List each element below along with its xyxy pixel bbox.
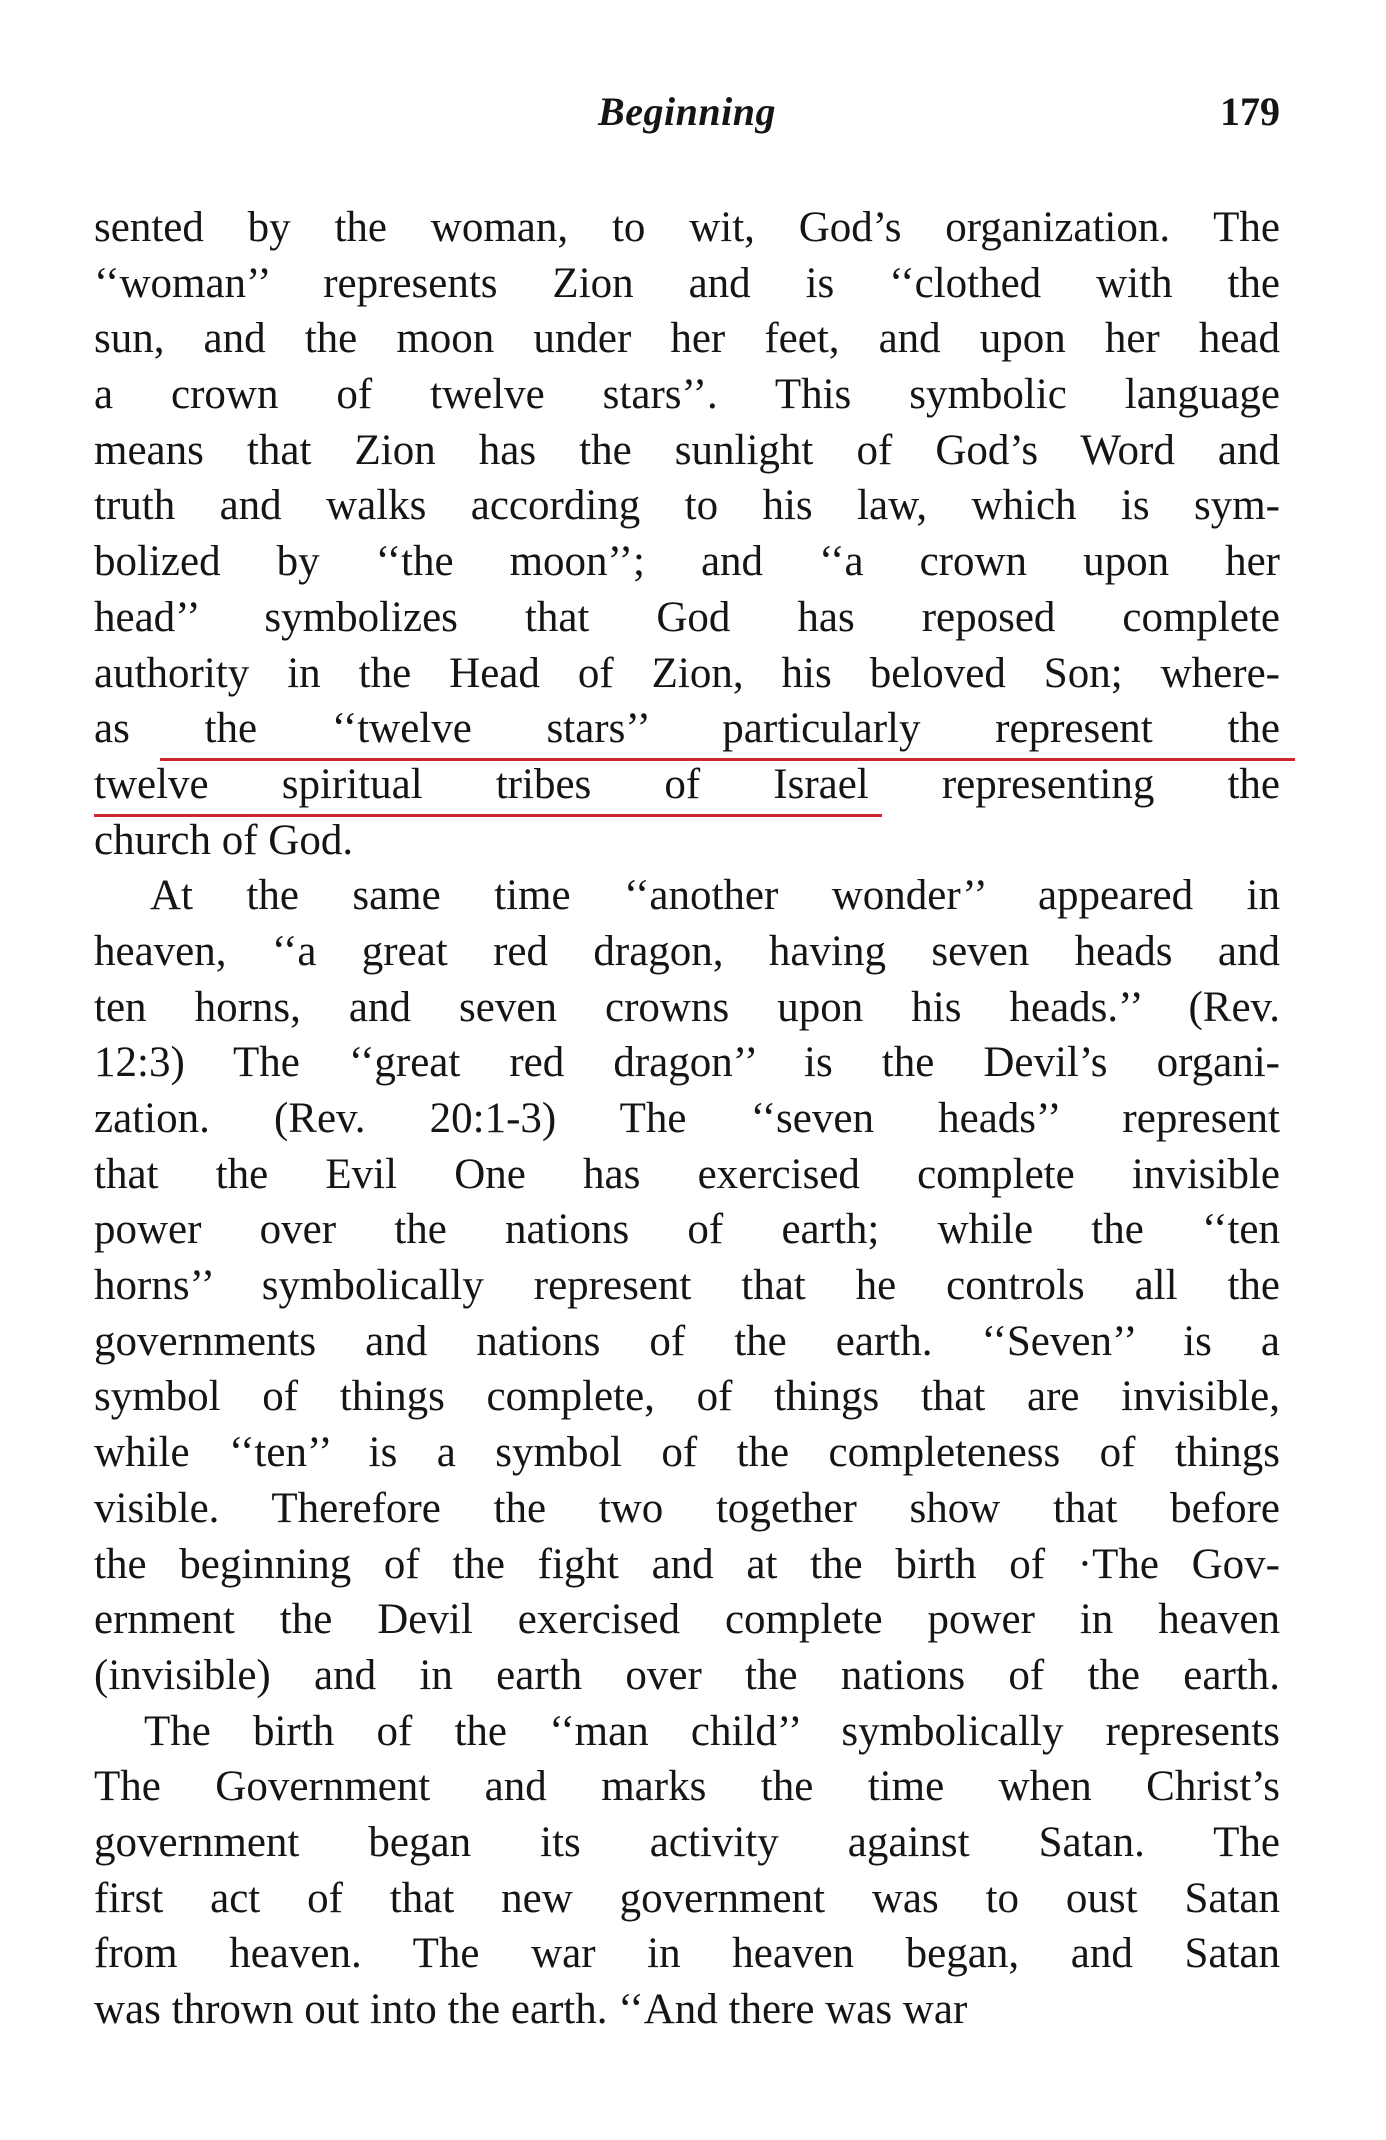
text-line: The birth of the ‘‘man child’’ symbolically represents (144, 1707, 1280, 1755)
text-line: ‘‘woman’’ represents Zion and is ‘‘clothed with the (94, 259, 1280, 307)
text-line: power over the nations of earth; while the ‘‘ten (94, 1206, 1280, 1254)
page-number: 179 (1220, 89, 1280, 134)
body-text (94, 200, 1280, 2038)
text-line: means that Zion has the sunlight of God’s Word and (94, 426, 1280, 474)
text-line: government began its activity against Satan. The (94, 1818, 1280, 1866)
running-head (94, 88, 1280, 144)
text-line: sun, and the moon under her feet, and upon her head (94, 315, 1280, 363)
book-page (94, 88, 1280, 2033)
text-line: church of God. (94, 816, 354, 864)
text-line: twelve spiritual tribes of Israel representing the (94, 760, 1280, 808)
text-line: head’’ symbolizes that God has reposed complete (94, 593, 1280, 641)
text-line: At the same time ‘‘another wonder’’ appeared in (150, 872, 1280, 920)
text-line: that the Evil One has exercised complete invisible (94, 1150, 1280, 1198)
text-line: visible. Therefore the two together show that before (94, 1484, 1280, 1532)
annotation-underline (160, 758, 1295, 761)
text-line: from heaven. The war in heaven began, and Satan (94, 1930, 1280, 1978)
text-line: ernment the Devil exercised complete power in heaven (94, 1596, 1280, 1644)
text-line: was thrown out into the earth. ‘‘And there was war (94, 1986, 968, 2033)
running-title: Beginning (598, 89, 776, 134)
text-line: 12:3) The ‘‘great red dragon’’ is the Devil’s organi- (94, 1039, 1280, 1087)
text-line: symbol of things complete, of things that are invisible, (94, 1373, 1280, 1421)
text-line: as the ‘‘twelve stars’’ particularly represent the (94, 705, 1280, 753)
text-line: a crown of twelve stars’’. This symbolic language (94, 371, 1280, 419)
text-line: truth and walks according to his law, which is sym- (94, 482, 1280, 530)
text-line: (invisible) and in earth over the nations of the earth. (94, 1651, 1280, 1699)
text-line: The Government and marks the time when Christ’s (94, 1763, 1280, 1811)
text-line: while ‘‘ten’’ is a symbol of the completeness of things (94, 1429, 1280, 1477)
text-line: horns’’ symbolically represent that he controls all the (94, 1262, 1280, 1310)
text-line: first act of that new government was to oust Satan (94, 1874, 1280, 1922)
text-line: ten horns, and seven crowns upon his heads.’’ (Rev. (94, 983, 1280, 1031)
text-line: heaven, ‘‘a great red dragon, having seven heads and (94, 927, 1280, 975)
text-line: the beginning of the fight and at the birth of ·The Gov- (94, 1540, 1280, 1588)
annotation-underline (94, 814, 882, 817)
text-line: zation. (Rev. 20:1-3) The ‘‘seven heads’’ represent (94, 1095, 1280, 1142)
text-line: authority in the Head of Zion, his beloved Son; where- (94, 649, 1280, 697)
text-line: sented by the woman, to wit, God’s organization. The (94, 204, 1280, 251)
text-line: bolized by ‘‘the moon’’; and ‘‘a crown upon her (94, 538, 1280, 586)
text-line: governments and nations of the earth. ‘‘Seven’’ is a (94, 1317, 1280, 1365)
